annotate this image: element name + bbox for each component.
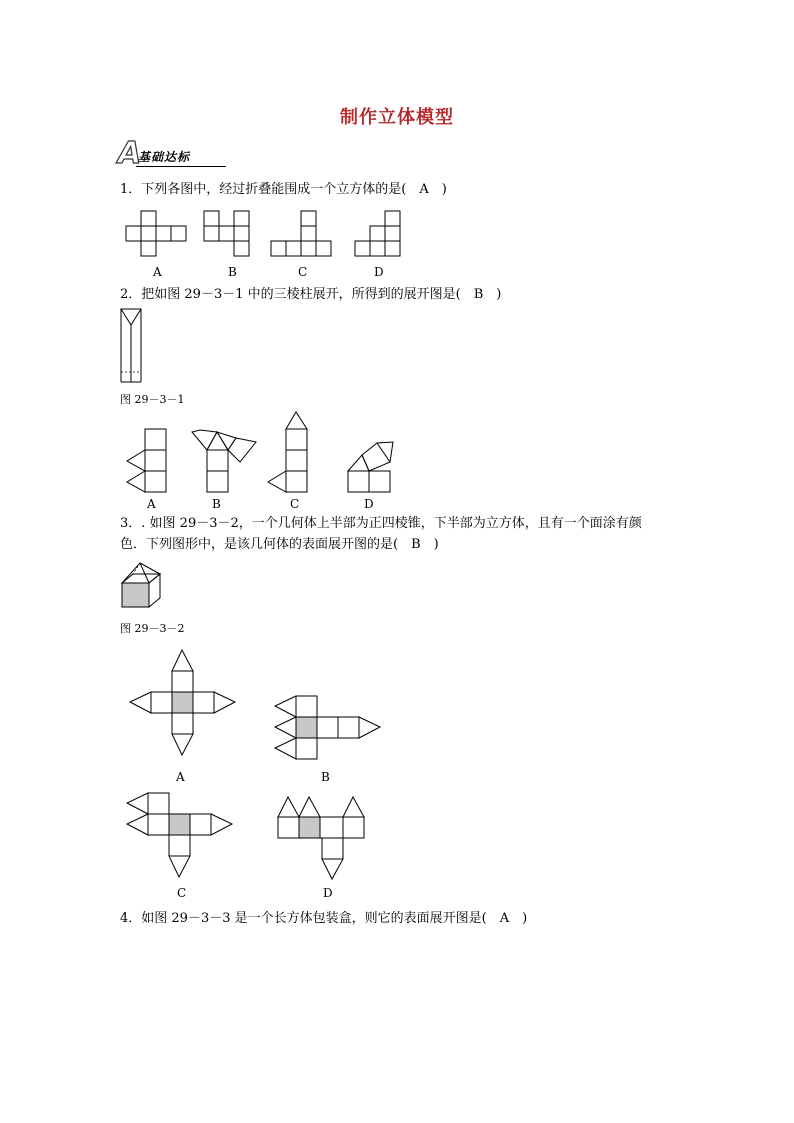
q1-option-d-label: D: [374, 265, 384, 279]
figure-29-3-1-caption: 图 29－3－1: [120, 393, 185, 406]
q2-option-c-label: C: [290, 497, 300, 511]
q3-figure-d: [278, 797, 364, 879]
question-1-text: 1．下列各图中，经过折叠能围成一个立方体的是( A ): [120, 182, 447, 197]
page-title: 制作立体模型: [340, 107, 454, 128]
q1-option-a-label: A: [153, 265, 162, 279]
q1-option-c-label: C: [298, 265, 308, 279]
section-letter: A: [118, 136, 142, 171]
figure-29-3-2-caption: 图 29－3－2: [120, 622, 185, 635]
q3-figure-a: [130, 650, 235, 755]
q2-option-b-label: B: [212, 497, 221, 511]
q3-option-b-label: B: [321, 770, 330, 784]
q1-option-b-label: B: [228, 265, 237, 279]
section-label: 基础达标: [138, 150, 191, 164]
question-4-text: 4．如图 29－3－3 是一个长方体包装盒，则它的表面展开图是( A ): [120, 911, 528, 926]
q3-option-d-label: D: [323, 886, 333, 900]
q3-figure-b: [275, 696, 380, 759]
question-3-line-1: 3．. 如图 29－3－2，一个几何体上半部为正四棱锥，下半部为立方体，且有一个面涂有颜: [120, 516, 642, 531]
q2-option-d-label: D: [364, 497, 374, 511]
q3-figure-c: [127, 793, 232, 877]
q3-option-c-label: C: [177, 886, 187, 900]
question-2-text: 2．把如图 29－3－1 中的三棱柱展开，所得到的展开图是( B ): [120, 287, 502, 302]
question-3-line-2: 色．下列图形中，是该几何体的表面展开图的是( B ): [120, 537, 439, 552]
q3-option-a-label: A: [176, 770, 185, 784]
q2-option-a-label: A: [147, 497, 156, 511]
